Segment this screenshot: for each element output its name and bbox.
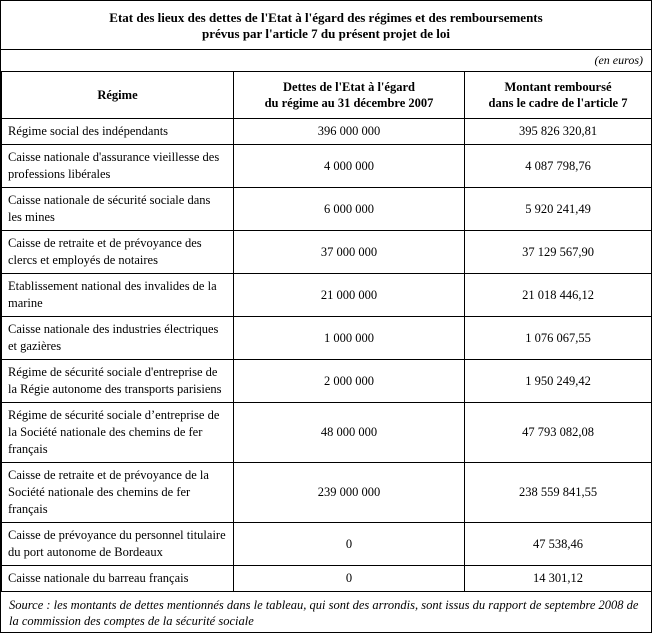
dette-cell: 1 000 000 [234, 317, 465, 360]
table-row [2, 523, 652, 566]
table-row [2, 403, 652, 463]
montant-cell: 47 538,46 [465, 523, 652, 566]
table-row [2, 317, 652, 360]
document-title [1, 1, 651, 50]
table-row [2, 231, 652, 274]
header-row [2, 72, 652, 119]
dette-cell: 239 000 000 [234, 463, 465, 523]
regime-cell: Caisse nationale d'assurance vieillesse des professions libérales [2, 145, 234, 188]
header-dette [234, 72, 465, 119]
montant-cell: 21 018 446,12 [465, 274, 652, 317]
header-dette-line-2: du régime au 31 décembre 2007 [264, 96, 434, 110]
montant-cell: 47 793 082,08 [465, 403, 652, 463]
table-row [2, 463, 652, 523]
montant-cell: 1 950 249,42 [465, 360, 652, 403]
dette-cell: 396 000 000 [234, 119, 465, 145]
header-montant [465, 72, 652, 119]
regime-cell: Caisse de prévoyance du personnel titulaire du port autonome de Bordeaux [2, 523, 234, 566]
dette-cell: 0 [234, 523, 465, 566]
source-note [1, 592, 651, 633]
dette-cell: 6 000 000 [234, 188, 465, 231]
header-dette-line-1: Dettes de l'Etat à l'égard [283, 80, 415, 94]
table-row [2, 119, 652, 145]
table-row [2, 274, 652, 317]
montant-cell: 37 129 567,90 [465, 231, 652, 274]
table-row [2, 145, 652, 188]
table-row [2, 188, 652, 231]
dette-cell: 21 000 000 [234, 274, 465, 317]
dette-cell: 37 000 000 [234, 231, 465, 274]
regime-cell: Etablissement national des invalides de la marine [2, 274, 234, 317]
regime-cell: Régime de sécurité sociale d'entreprise de la Régie autonome des transports parisiens [2, 360, 234, 403]
dette-cell: 4 000 000 [234, 145, 465, 188]
regime-cell: Caisse nationale de sécurité sociale dans les mines [2, 188, 234, 231]
dette-cell: 0 [234, 566, 465, 592]
header-regime [2, 72, 234, 119]
header-montant-line-2: dans le cadre de l'article 7 [488, 96, 628, 110]
regime-cell: Caisse nationale des industries électriques et gazières [2, 317, 234, 360]
regime-cell: Régime de sécurité sociale d’entreprise de la Société nationale des chemins de fer français [2, 403, 234, 463]
unit-note [1, 50, 651, 71]
table-header [2, 72, 652, 119]
header-regime-label: Régime [97, 88, 138, 102]
regime-cell: Caisse de retraite et de prévoyance de la Société nationale des chemins de fer français [2, 463, 234, 523]
dette-cell: 48 000 000 [234, 403, 465, 463]
montant-cell: 238 559 841,55 [465, 463, 652, 523]
table-body [2, 119, 652, 592]
montant-cell: 5 920 241,49 [465, 188, 652, 231]
header-montant-line-1: Montant remboursé [504, 80, 612, 94]
regime-cell: Régime social des indépendants [2, 119, 234, 145]
regime-cell: Caisse de retraite et de prévoyance des clercs et employés de notaires [2, 231, 234, 274]
title-line-1: Etat des lieux des dettes de l'Etat à l'égard des régimes et des remboursements [109, 10, 543, 25]
dette-cell: 2 000 000 [234, 360, 465, 403]
debt-table [1, 71, 652, 592]
unit-note-text: (en euros) [594, 53, 643, 67]
montant-cell: 395 826 320,81 [465, 119, 652, 145]
table-row [2, 566, 652, 592]
regime-cell: Caisse nationale du barreau français [2, 566, 234, 592]
montant-cell: 1 076 067,55 [465, 317, 652, 360]
source-note-text: Source : les montants de dettes mentionnés dans le tableau, qui sont des arrondis, sont issus du rapport de septembre 2008 de la commission des comptes de la sécurité sociale [9, 598, 639, 628]
montant-cell: 14 301,12 [465, 566, 652, 592]
title-line-2: prévus par l'article 7 du présent projet de loi [202, 26, 450, 41]
montant-cell: 4 087 798,76 [465, 145, 652, 188]
table-row [2, 360, 652, 403]
